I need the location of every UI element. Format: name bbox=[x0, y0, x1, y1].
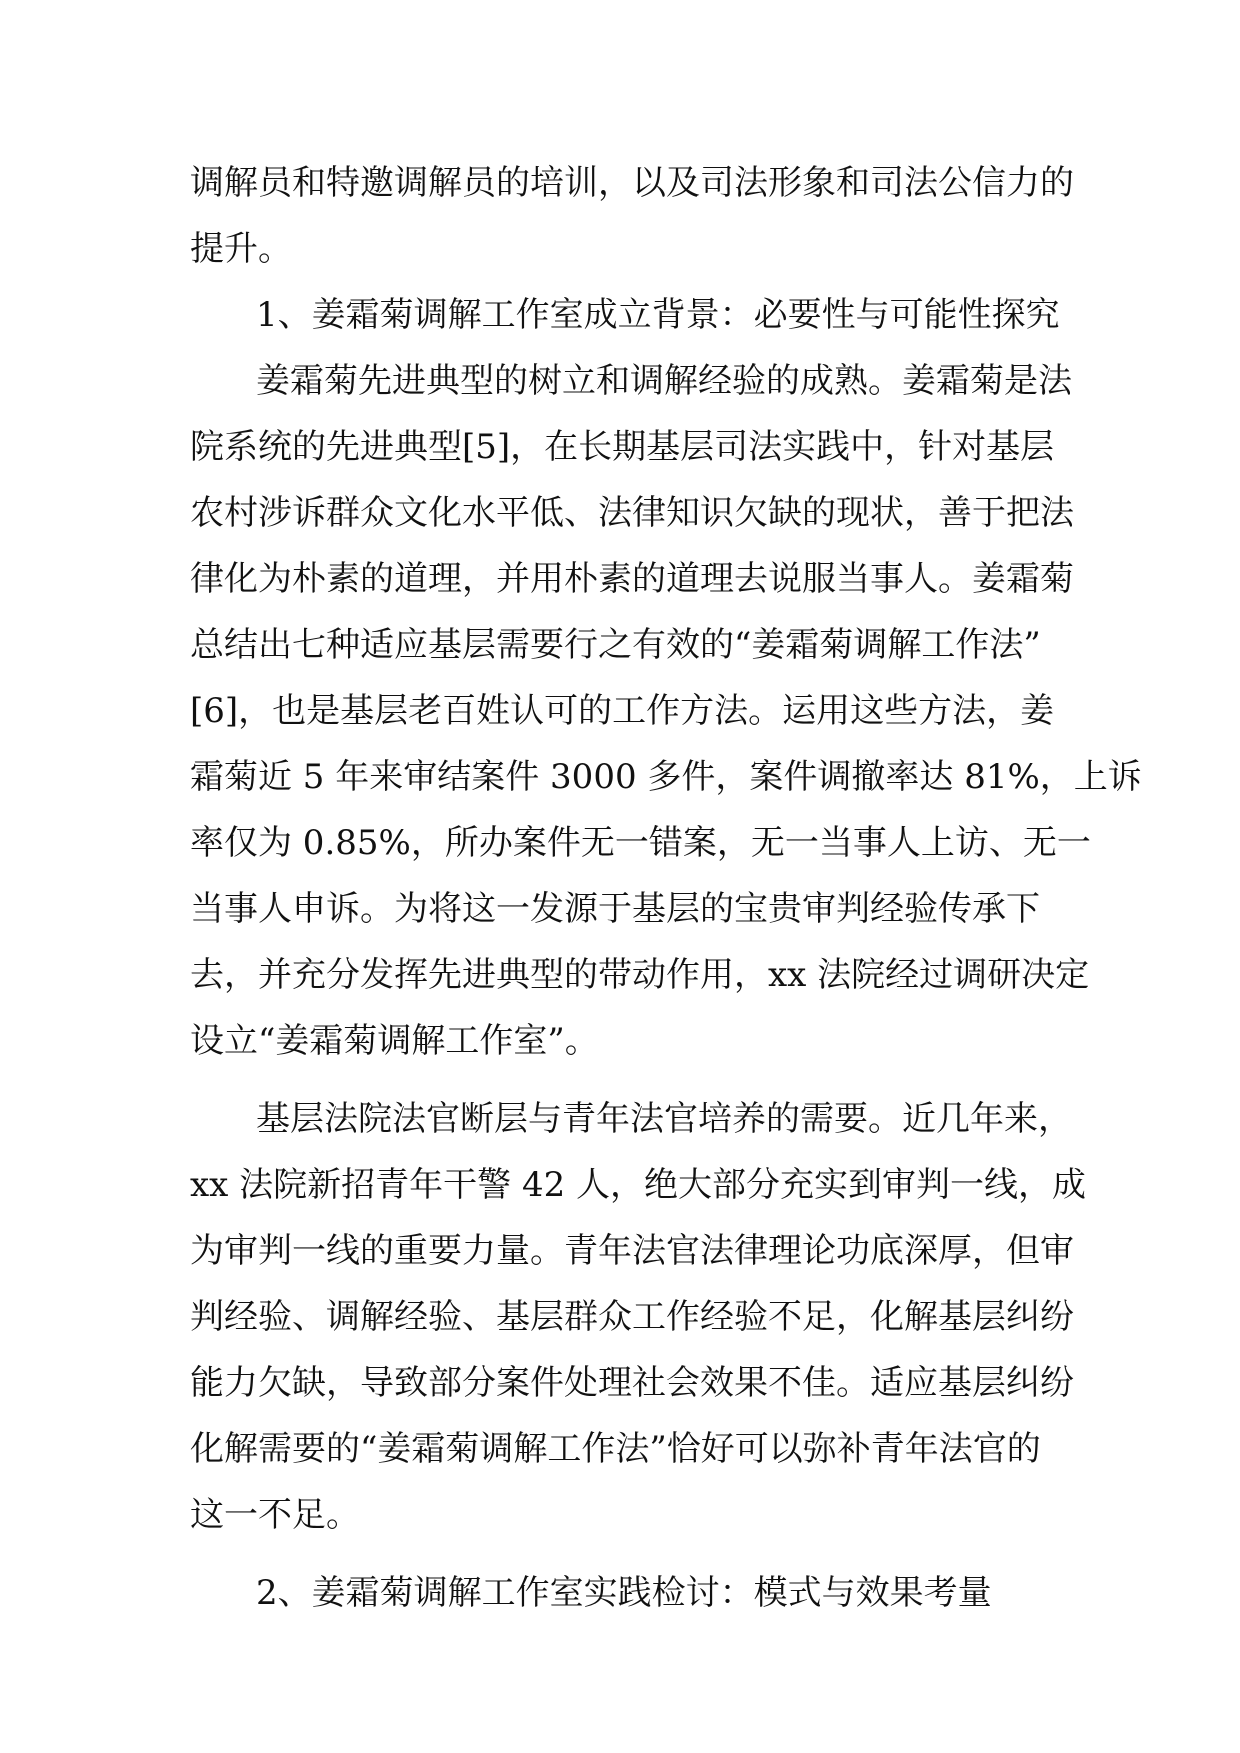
text-line: 当事人申诉。为将这一发源于基层的宝贵审判经验传承下 bbox=[190, 889, 1040, 929]
text-line: 能力欠缺，导致部分案件处理社会效果不佳。适应基层纠纷 bbox=[190, 1363, 1074, 1403]
text-line: 设立“姜霜菊调解工作室”。 bbox=[190, 1021, 599, 1061]
text-line: 院系统的先进典型[5]，在长期基层司法实践中，针对基层 bbox=[190, 427, 1055, 467]
section-heading: 2、姜霜菊调解工作室实践检讨：模式与效果考量 bbox=[256, 1573, 992, 1613]
text-line: 农村涉诉群众文化水平低、法律知识欠缺的现状，善于把法 bbox=[190, 493, 1074, 533]
text-line: 去，并充分发挥先进典型的带动作用，xx 法院经过调研决定 bbox=[190, 955, 1090, 995]
text-line: 提升。 bbox=[190, 229, 292, 269]
text-line: 化解需要的“姜霜菊调解工作法”恰好可以弥补青年法官的 bbox=[190, 1429, 1041, 1469]
body-text bbox=[190, 150, 1142, 1626]
text-line: 霜菊近 5 年来审结案件 3000 多件，案件调撤率达 81%，上诉 bbox=[190, 757, 1142, 797]
text-line: 这一不足。 bbox=[190, 1495, 360, 1535]
text-line: 率仅为 0.85%，所办案件无一错案，无一当事人上访、无一 bbox=[190, 823, 1091, 863]
text-line: xx 法院新招青年干警 42 人，绝大部分充实到审判一线，成 bbox=[190, 1165, 1087, 1205]
paragraph-start: 基层法院法官断层与青年法官培养的需要。近几年来， bbox=[256, 1099, 1072, 1139]
paragraph-start: 姜霜菊先进典型的树立和调解经验的成熟。姜霜菊是法 bbox=[256, 361, 1072, 401]
text-line: 调解员和特邀调解员的培训，以及司法形象和司法公信力的 bbox=[190, 163, 1074, 203]
text-line: 为审判一线的重要力量。青年法官法律理论功底深厚，但审 bbox=[190, 1231, 1074, 1271]
text-line: 判经验、调解经验、基层群众工作经验不足，化解基层纠纷 bbox=[190, 1297, 1074, 1337]
text-line: 总结出七种适应基层需要行之有效的“姜霜菊调解工作法” bbox=[190, 625, 1041, 665]
section-heading: 1、姜霜菊调解工作室成立背景：必要性与可能性探究 bbox=[256, 295, 1060, 335]
text-line: [6]，也是基层老百姓认可的工作方法。运用这些方法，姜 bbox=[190, 691, 1055, 731]
text-line: 律化为朴素的道理，并用朴素的道理去说服当事人。姜霜菊 bbox=[190, 559, 1074, 599]
